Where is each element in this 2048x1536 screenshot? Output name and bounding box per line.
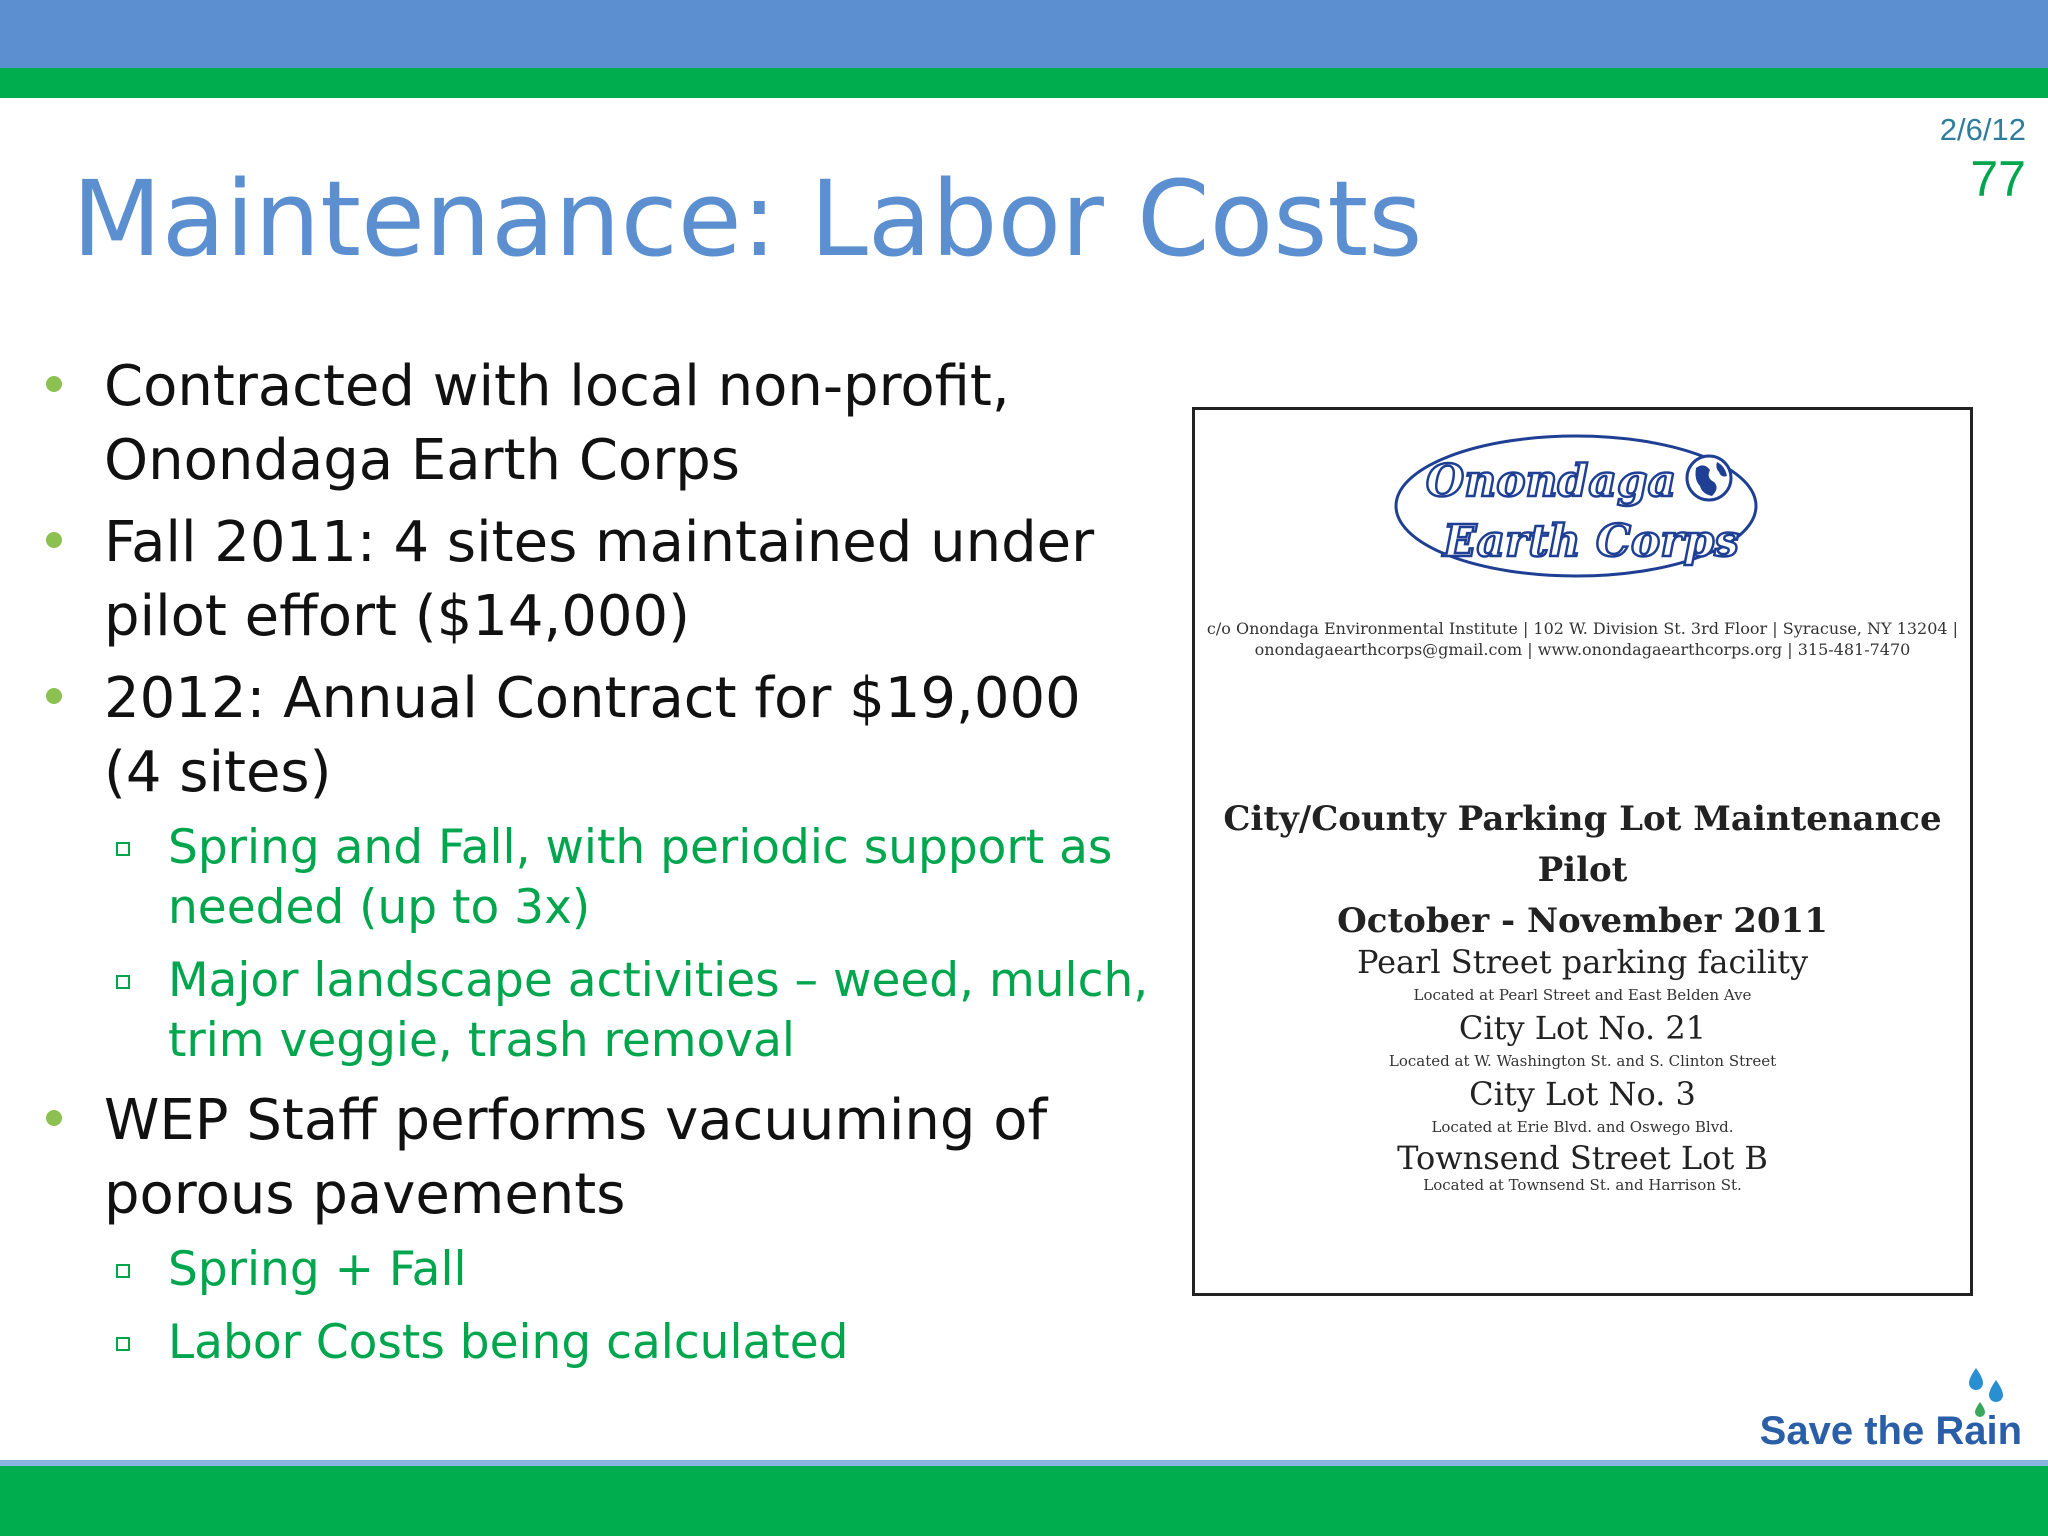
sub-bullet-text: Major landscape activities – weed, mulch, trim veggie, trash removal bbox=[168, 953, 1149, 1068]
pilot-dates: October - November 2011 bbox=[1337, 901, 1828, 941]
document-image bbox=[1192, 407, 1973, 1296]
sub-bullet-text: Labor Costs being calculated bbox=[168, 1315, 849, 1370]
onondaga-earth-corps-logo bbox=[1391, 430, 1781, 580]
site-location: Located at Townsend St. and Harrison St. bbox=[1423, 1176, 1742, 1194]
square-bullet-icon bbox=[116, 975, 130, 989]
globe-icon bbox=[1687, 456, 1731, 500]
pilot-title-line: City/County Parking Lot Maintenance Pilot bbox=[1223, 799, 1942, 890]
bottom-green-band bbox=[0, 1466, 2048, 1536]
square-bullet-icon bbox=[116, 1337, 130, 1351]
slide-date: 2/6/12 bbox=[1939, 112, 2026, 147]
brand-text: Save the Rain bbox=[1759, 1409, 2022, 1453]
square-bullet-icon bbox=[116, 1264, 130, 1278]
bullet-dot-icon bbox=[46, 688, 62, 704]
logo-line2: Earth Corps bbox=[1443, 516, 1739, 567]
pilot-title bbox=[1195, 794, 1970, 947]
bullet-item bbox=[40, 1084, 1150, 1232]
bullet-text: Contracted with local non-profit, Onondaga Earth Corps bbox=[104, 354, 1010, 493]
sub-bullet-text: Spring + Fall bbox=[168, 1242, 467, 1297]
bullet-list bbox=[40, 350, 1150, 1386]
sub-bullet-item bbox=[40, 1313, 1150, 1373]
square-bullet-icon bbox=[116, 842, 130, 856]
logo-graphic bbox=[1391, 430, 1781, 580]
save-the-rain-logo bbox=[1732, 1366, 2022, 1454]
contact-line: onondagaearthcorps@gmail.com | www.onondagaearthcorps.org | 315-481-7470 bbox=[1254, 640, 1911, 659]
bullet-text: WEP Staff performs vacuuming of porous pavements bbox=[104, 1088, 1048, 1227]
top-blue-band bbox=[0, 0, 2048, 68]
site-name: Pearl Street parking facility bbox=[1356, 943, 1809, 981]
site-name: Townsend Street Lot B bbox=[1397, 1139, 1768, 1177]
site-name: City Lot No. 21 bbox=[1458, 1009, 1707, 1047]
site-name: City Lot No. 3 bbox=[1469, 1075, 1696, 1113]
site-location: Located at W. Washington St. and S. Clinton Street bbox=[1388, 1052, 1777, 1070]
bullet-item bbox=[40, 662, 1150, 810]
bullet-dot-icon bbox=[46, 532, 62, 548]
sub-bullet-item bbox=[40, 818, 1150, 938]
bullet-dot-icon bbox=[46, 376, 62, 392]
slide-number: 77 bbox=[1970, 151, 2026, 207]
top-green-band bbox=[0, 68, 2048, 98]
bullet-dot-icon bbox=[46, 1110, 62, 1126]
bullet-item bbox=[40, 350, 1150, 498]
sub-bullet-item bbox=[40, 951, 1150, 1071]
logo-line1: Onondaga bbox=[1425, 456, 1677, 507]
site-list bbox=[1195, 942, 1970, 1194]
sub-bullet-text: Spring and Fall, with periodic support as needed (up to 3x) bbox=[168, 820, 1113, 935]
address-line: c/o Onondaga Environmental Institute | 102 W. Division St. 3rd Floor | Syracuse, NY 13204 | bbox=[1206, 619, 1959, 638]
bullet-text: 2012: Annual Contract for $19,000 (4 sites) bbox=[104, 666, 1081, 805]
site-location: Located at Erie Blvd. and Oswego Blvd. bbox=[1431, 1118, 1734, 1136]
site-location: Located at Pearl Street and East Belden Ave bbox=[1413, 986, 1752, 1004]
sub-bullet-item bbox=[40, 1240, 1150, 1300]
bullet-item bbox=[40, 506, 1150, 654]
address-block bbox=[1195, 618, 1970, 660]
slide-title: Maintenance: Labor Costs bbox=[72, 158, 1423, 280]
bullet-text: Fall 2011: 4 sites maintained under pilot effort ($14,000) bbox=[104, 510, 1095, 649]
